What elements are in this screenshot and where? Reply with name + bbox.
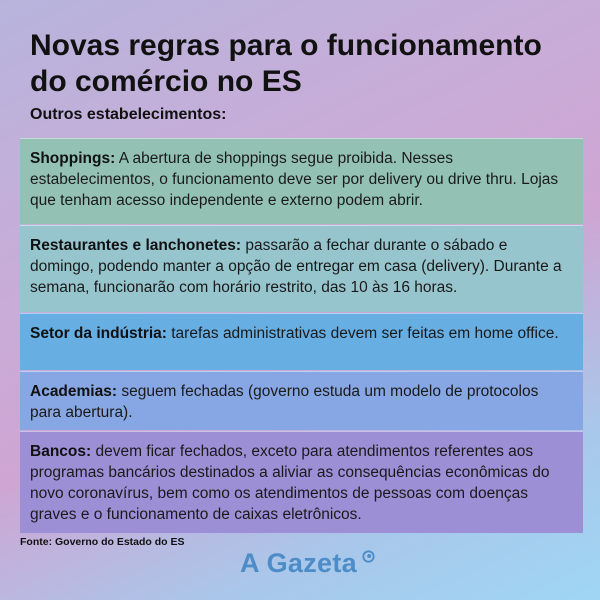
- rule-label: Academias:: [30, 383, 118, 400]
- source-credit: Fonte: Governo do Estado do ES: [20, 536, 185, 548]
- rule-label: Restaurantes e lanchonetes:: [30, 237, 242, 254]
- rule-label: Bancos:: [30, 443, 92, 460]
- page-title: Novas regras para o funcionamento do comércio no ES: [30, 29, 542, 98]
- rule-card-academias: [20, 371, 583, 430]
- rule-label: Setor da indústria:: [30, 325, 167, 342]
- rule-text: devem ficar fechados, exceto para atendimentos referentes aos programas bancários destinados a aliviar as consequências econômicas do novo coronavírus, bem como os atendimentos de pessoas com doenças graves e o funcionamento de caixas eletrônicos.: [30, 443, 550, 523]
- rule-card-shoppings: [20, 138, 583, 224]
- rule-text: passarão a fechar durante o sábado e domingo, podendo manter a opção de entregar em casa (delivery). Durante a semana, funcionarão com horário restrito, das 10 às 16 horas.: [30, 237, 562, 296]
- section-subtitle: Outros estabelecimentos:: [30, 106, 227, 123]
- rule-text: seguem fechadas (governo estuda um modelo de protocolos para abertura).: [30, 383, 539, 421]
- brand-logo: A Gazeta: [240, 548, 357, 578]
- rule-card-restaurantes: [20, 225, 583, 312]
- rule-card-industria: [20, 313, 583, 370]
- rule-card-bancos: [20, 431, 583, 533]
- rule-text: A abertura de shoppings segue proibida. Nesses estabelecimentos, o funcionamento deve ser por delivery ou drive thru. Lojas que tenham acesso independente e externo podem abrir.: [30, 150, 559, 209]
- rule-text: tarefas administrativas devem ser feitas em home office.: [171, 325, 559, 342]
- rule-label: Shoppings:: [30, 150, 116, 167]
- logo-swirl-icon: [362, 550, 375, 563]
